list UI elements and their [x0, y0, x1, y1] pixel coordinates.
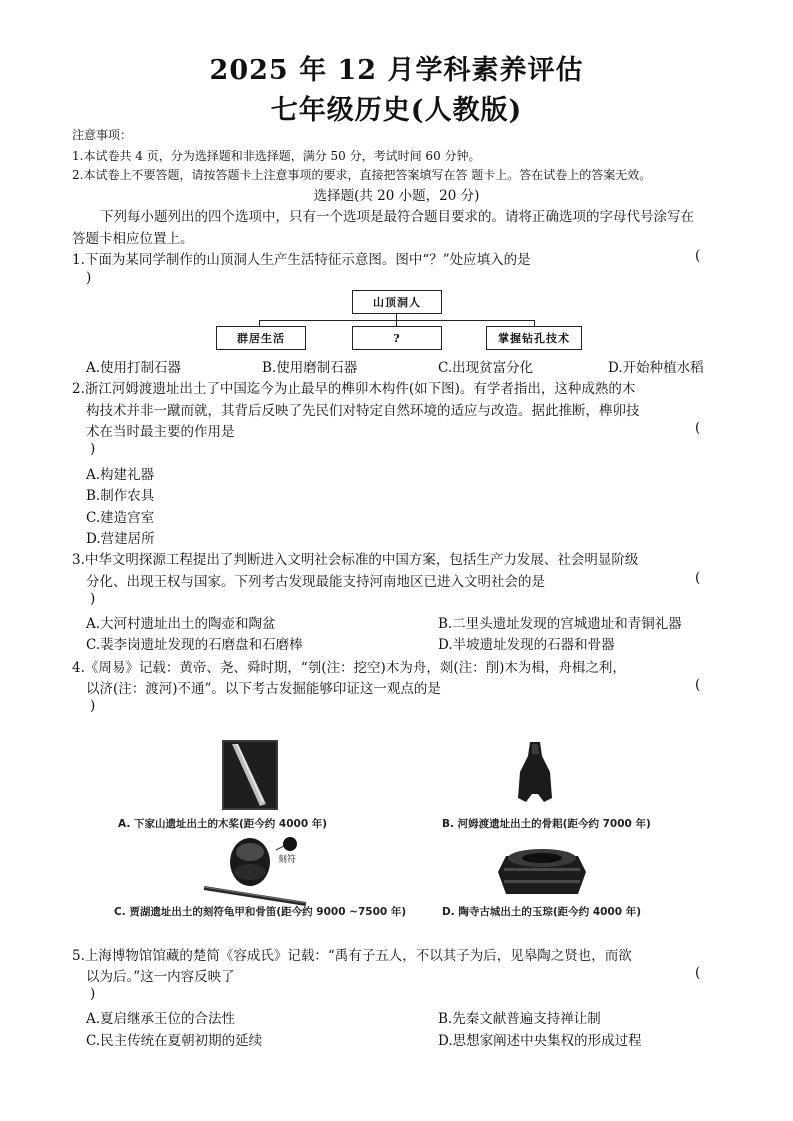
q1-paren-open: ( — [695, 248, 701, 264]
q3-option-c: C.裴李岗遗址发现的石磨盘和石磨棒 — [86, 637, 303, 653]
notice-heading: 注意事项： — [72, 128, 133, 142]
q1-option-a: A.使用打制石器 — [86, 360, 182, 376]
q4-label-kefu: 刻符 — [278, 855, 297, 865]
section-instruction-1: 下列每小题列出的四个选项中，只有一个选项是最符合题目要求的。请将正确选项的字母代号涂写在 — [100, 209, 694, 225]
q4-paren-open: ( — [695, 677, 701, 693]
section-instruction-2: 答题卡相应位置上。 — [72, 231, 194, 247]
exam-subtitle: 七年级历史(人教版) — [270, 95, 523, 126]
q4-stem-line-1: 4.《周易》记载：黄帝、尧、舜时期，“刳(注：挖空)木为舟，剡(注：削)木为楫，舟楫之利， — [72, 660, 626, 676]
notice-item-1: 1.本试卷共 4 页，分为选择题和非选择题，满分 50 分，考试时间 60 分钟。 — [72, 149, 481, 163]
diagram-left-box: 群居生活 — [216, 326, 306, 350]
q5-paren-open: ( — [695, 965, 701, 981]
q2-paren-close: ) — [90, 441, 96, 457]
diagram-right-box: 掌握钻孔技术 — [486, 326, 582, 350]
diagram-middle-box: ? — [352, 326, 442, 350]
q3-paren-open: ( — [695, 570, 701, 586]
q4-caption-a: A. 下家山遗址出土的木桨(距今约 4000 年) — [118, 818, 328, 830]
q3-option-b: B.二里头遗址发现的宫城遗址和青铜礼器 — [438, 616, 682, 632]
q2-option-d: D.营建居所 — [86, 531, 155, 547]
q4-caption-c: C. 贾湖遗址出土的刻符龟甲和骨笛(距今约 9000 ~7500 年) — [114, 906, 407, 918]
q2-option-b: B.制作农具 — [86, 488, 155, 504]
q2-option-a: A.构建礼器 — [86, 467, 155, 483]
diagram-top-box: 山顶洞人 — [352, 290, 442, 314]
notice-item-2: 2.本试卷上不要答题，请按答题卡上注意事项的要求，直接把答案填写在答 题卡上。答在试卷上的答案无效。 — [72, 168, 652, 182]
section-title: 选择题(共 20 小题，20 分) — [313, 188, 480, 204]
q1-stem: 1.下面为某同学制作的山顶洞人生产生活特征示意图。图中“？”处应填入的是 — [72, 252, 531, 268]
q2-stem-line-2: 构技术并非一蹴而就，其背后反映了先民们对特定自然环境的适应与改造。据此推断，榫卯技 — [86, 403, 640, 419]
q3-option-a: A.大河村遗址出土的陶壶和陶盆 — [86, 616, 276, 632]
q3-option-d: D.半坡遗址发现的石器和骨器 — [438, 637, 615, 653]
q2-paren-open: ( — [695, 420, 701, 436]
q5-paren-close: ) — [90, 986, 96, 1002]
q5-option-d: D.思想家阐述中央集权的形成过程 — [438, 1033, 642, 1049]
q4-caption-b: B. 河姆渡遗址出土的骨耜(距今约 7000 年) — [442, 818, 651, 830]
q1-option-c: C.出现贫富分化 — [438, 360, 534, 376]
q5-option-a: A.夏启继承王位的合法性 — [86, 1011, 236, 1027]
q3-stem-line-1: 3.中华文明探源工程提出了判断进入文明社会标准的中国方案，包括生产力发展、社会明显阶级 — [72, 552, 639, 568]
q3-paren-close: ) — [90, 591, 96, 607]
q5-stem-line-2: 以为后。”这一内容反映了 — [86, 969, 235, 985]
jade-cong-photo — [496, 842, 588, 898]
exam-title: 2025 年 12 月学科素养评估 — [209, 55, 584, 86]
q1-option-b: B.使用磨制石器 — [262, 360, 358, 376]
q1-option-d: D.开始种植水稻 — [608, 360, 704, 376]
bone-spade-photo — [514, 742, 556, 808]
wooden-paddle-photo — [222, 740, 278, 810]
q5-option-c: C.民主传统在夏朝初期的延续 — [86, 1033, 263, 1049]
q2-stem-line-3: 术在当时最主要的作用是 — [86, 424, 235, 440]
q2-stem-line-1: 2.浙江河姆渡遗址出土了中国迄今为止最早的榫卯木构件(如下图)。有学者指出，这种成熟的木 — [72, 381, 636, 397]
q1-paren-close: ) — [86, 270, 92, 286]
q3-stem-line-2: 分化、出现王权与国家。下列考古发现最能支持河南地区已进入文明社会的是 — [86, 574, 545, 590]
tortoise-shell-and-bone-flute-photo — [200, 832, 310, 908]
q2-option-c: C.建造宫室 — [86, 510, 155, 526]
q4-paren-close: ) — [90, 698, 96, 714]
q4-caption-d: D. 陶寺古城出土的玉琮(距今约 4000 年) — [442, 906, 641, 918]
q4-stem-line-2: 以济(注：渡河)不通”。以下考古发掘能够印证这一观点的是 — [86, 681, 441, 697]
q5-stem-line-1: 5.上海博物馆馆藏的楚简《容成氏》记载：“禹有子五人，不以其子为后，见皋陶之贤也，而欲 — [72, 948, 632, 964]
q5-option-b: B.先秦文献普遍支持禅让制 — [438, 1011, 601, 1027]
